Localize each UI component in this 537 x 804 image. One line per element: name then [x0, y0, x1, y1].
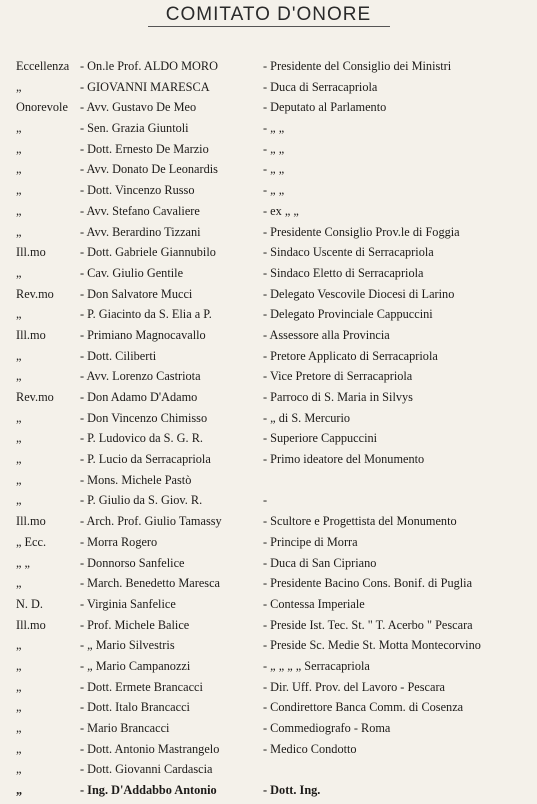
honorific: „ — [16, 576, 22, 591]
honorific: „ — [16, 638, 22, 653]
honorific: „ — [16, 658, 22, 673]
honorific: „ — [16, 493, 22, 508]
member-name: - Avv. Stefano Cavaliere — [80, 203, 200, 218]
honorific: „ — [16, 700, 22, 715]
member-role: - Assessore alla Provincia — [263, 327, 390, 342]
list-item — [0, 162, 537, 183]
list-item — [0, 328, 537, 349]
member-name: - „ Mario Silvestris — [80, 638, 175, 653]
member-name: - Dott. Ernesto De Marzio — [80, 141, 209, 156]
member-name: - Cav. Giulio Gentile — [80, 265, 184, 280]
list-item — [0, 307, 537, 328]
list-item — [0, 121, 537, 142]
list-item — [0, 183, 537, 204]
honorific: „ — [16, 203, 22, 218]
honorific: „ — [16, 452, 22, 467]
member-role: - Primo ideatore del Monumento — [263, 452, 425, 467]
list-item — [0, 431, 537, 452]
honorific: „ — [16, 741, 22, 756]
honorific: „ — [16, 369, 22, 384]
list-item — [0, 452, 537, 473]
honorific: „ — [16, 721, 22, 735]
member-role: - Presidente Bacino Cons. Bonif. di Puglia — [263, 576, 473, 591]
list-item — [0, 659, 537, 680]
member-role: - — [263, 493, 268, 508]
member-role: - „ di S. Mercurio — [263, 410, 351, 425]
member-role: - Dott. Ing. — [263, 783, 321, 798]
member-role: - Deputato al Parlamento — [263, 100, 387, 115]
member-name: - On.le Prof. ALDO MORO — [80, 59, 218, 73]
list-item — [0, 245, 537, 266]
member-name: - Avv. Berardino Tizzani — [80, 224, 201, 239]
member-name: - Mons. Michele Pastò — [80, 472, 192, 487]
list-item — [0, 369, 537, 390]
list-item — [0, 742, 537, 763]
list-item — [0, 680, 537, 701]
member-role: - „ „ — [263, 121, 285, 136]
member-name: - Mario Brancacci — [80, 721, 170, 735]
list-item — [0, 287, 537, 308]
list-item — [0, 638, 537, 659]
member-role: - Dir. Uff. Prov. del Lavoro - Pescara — [263, 679, 446, 694]
member-role: - Preside Sc. Medie St. Motta Montecorvino — [263, 638, 481, 653]
honor-committee-list — [0, 59, 537, 804]
honorific: „ Ecc. — [16, 534, 47, 549]
honorific: „ — [16, 410, 22, 425]
member-name: - Dott. Ciliberti — [80, 348, 157, 363]
list-item — [0, 80, 537, 101]
honorific: „ — [16, 783, 23, 798]
list-item — [0, 783, 537, 804]
honorific: „ — [16, 265, 22, 280]
member-role: - Condirettore Banca Comm. di Cosenza — [263, 700, 464, 715]
honorific: Eccellenza — [16, 59, 70, 73]
member-name: - GIOVANNI MARESCA — [80, 79, 210, 94]
honorific: „ — [16, 224, 22, 239]
list-item — [0, 556, 537, 577]
member-role: - Vice Pretore di Serracapriola — [263, 369, 413, 384]
honorific: „ — [16, 141, 22, 156]
member-role: - „ „ — [263, 141, 285, 156]
member-name: - Dott. Gabriele Giannubilo — [80, 245, 216, 260]
list-item — [0, 535, 537, 556]
list-item — [0, 204, 537, 225]
honorific: Rev.mo — [16, 286, 54, 301]
honorific: „ — [16, 472, 22, 487]
member-role: - Sindaco Eletto di Serracapriola — [263, 265, 424, 280]
list-item — [0, 349, 537, 370]
list-item — [0, 473, 537, 494]
member-role: - „ „ — [263, 162, 285, 177]
honorific: „ — [16, 431, 22, 446]
list-item — [0, 390, 537, 411]
list-item — [0, 597, 537, 618]
member-name: - Donnorso Sanfelice — [80, 555, 185, 570]
member-role: - „ „ „ „ Serracapriola — [263, 658, 370, 673]
member-name: - Don Salvatore Mucci — [80, 286, 193, 301]
honorific: „ „ — [16, 555, 30, 570]
member-role: - ex „ „ — [263, 203, 299, 218]
list-item — [0, 493, 537, 514]
honorific: „ — [16, 183, 22, 198]
page-title: COMITATO D'ONORE — [165, 4, 372, 25]
member-role: - Duca di San Cipriano — [263, 555, 377, 570]
honorific: „ — [16, 121, 22, 136]
list-item — [0, 225, 537, 246]
list-item — [0, 411, 537, 432]
member-name: - P. Ludovico da S. G. R. — [80, 431, 203, 446]
member-role: - Contessa Imperiale — [263, 596, 365, 611]
member-role: - Superiore Cappuccini — [263, 431, 378, 446]
member-name: - Dott. Italo Brancacci — [80, 700, 190, 715]
member-role: - Duca di Serracapriola — [263, 79, 378, 94]
member-role: - Preside Ist. Tec. St. " T. Acerbo " Pescara — [263, 617, 473, 632]
title-underline — [148, 26, 390, 27]
member-role: - Scultore e Progettista del Monumento — [263, 514, 457, 529]
member-role: - Sindaco Uscente di Serracapriola — [263, 245, 434, 260]
member-name: - „ Mario Campanozzi — [80, 658, 191, 673]
honorific: „ — [16, 307, 22, 322]
member-name: - Dott. Vincenzo Russo — [80, 183, 195, 198]
member-name: - Morra Rogero — [80, 534, 158, 549]
member-name: - Sen. Grazia Giuntoli — [80, 121, 189, 136]
honorific: „ — [16, 162, 22, 177]
list-item — [0, 576, 537, 597]
list-item — [0, 142, 537, 163]
list-item — [0, 700, 537, 721]
list-item — [0, 59, 537, 80]
member-role: - Delegato Vescovile Diocesi di Larino — [263, 286, 455, 301]
member-name: - Avv. Lorenzo Castriota — [80, 369, 201, 384]
member-role: - Principe di Morra — [263, 534, 358, 549]
member-name: - Dott. Giovanni Cardascia — [80, 762, 213, 777]
member-role: - „ „ — [263, 183, 285, 198]
honorific: Ill.mo — [16, 245, 46, 260]
member-role: - Parroco di S. Maria in Silvys — [263, 390, 413, 404]
member-name: - Primiano Magnocavallo — [80, 327, 206, 342]
honorific: „ — [16, 348, 22, 363]
member-name: - Virginia Sanfelice — [80, 596, 176, 611]
member-role: - Commediografo - Roma — [263, 721, 391, 735]
member-name: - Dott. Antonio Mastrangelo — [80, 741, 220, 756]
honorific: „ — [16, 762, 22, 777]
member-role: - Presidente del Consiglio dei Ministri — [263, 59, 452, 73]
member-name: - P. Lucio da Serracapriola — [80, 452, 211, 467]
member-name: - Dott. Ermete Brancacci — [80, 679, 203, 694]
list-item — [0, 762, 537, 783]
honorific: Onorevole — [16, 100, 68, 115]
honorific: „ — [16, 79, 22, 94]
member-name: - March. Benedetto Maresca — [80, 576, 220, 591]
honorific: Rev.mo — [16, 390, 54, 404]
member-name: - Avv. Gustavo De Meo — [80, 100, 197, 115]
list-item — [0, 100, 537, 121]
member-name: - Prof. Michele Balice — [80, 617, 190, 632]
honorific: N. D. — [16, 596, 43, 611]
member-name: - Don Vincenzo Chimisso — [80, 410, 208, 425]
honorific: Ill.mo — [16, 514, 46, 529]
honorific: „ — [16, 679, 22, 694]
member-role: - Presidente Consiglio Prov.le di Foggia — [263, 224, 460, 239]
list-item — [0, 721, 537, 742]
list-item — [0, 266, 537, 287]
member-name: - Ing. D'Addabbo Antonio — [80, 783, 217, 798]
honorific: Ill.mo — [16, 327, 46, 342]
member-name: - Don Adamo D'Adamo — [80, 390, 198, 404]
member-name: - P. Giacinto da S. Elia a P. — [80, 307, 212, 322]
member-name: - Avv. Donato De Leonardis — [80, 162, 218, 177]
list-item — [0, 618, 537, 639]
list-item — [0, 514, 537, 535]
member-name: - P. Giulio da S. Giov. R. — [80, 493, 203, 508]
member-name: - Arch. Prof. Giulio Tamassy — [80, 514, 222, 529]
member-role: - Medico Condotto — [263, 741, 357, 756]
honorific: Ill.mo — [16, 617, 46, 632]
member-role: - Delegato Provinciale Cappuccini — [263, 307, 433, 322]
member-role: - Pretore Applicato di Serracapriola — [263, 348, 438, 363]
